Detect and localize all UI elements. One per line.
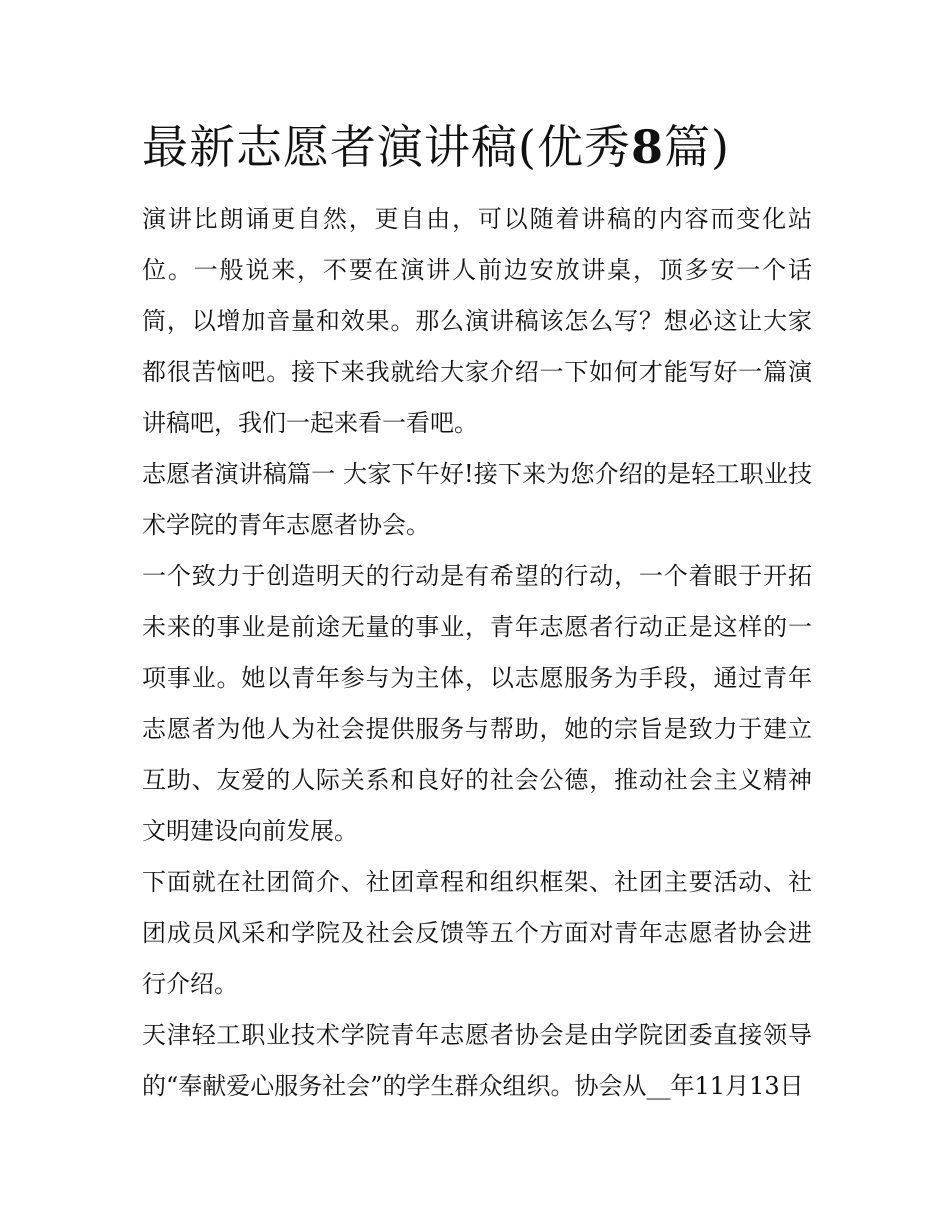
paragraph-speech-1-outline: 下面就在社团简介、社团章程和组织框架、社团主要活动、社团成员风采和学院及社会反馈等五个方面对青年志愿者协会进行介绍。 xyxy=(142,868,812,998)
paragraph-speech-1-association: 天津轻工职业技术学院青年志愿者协会是由学院团委直接领导的“奉献爱心服务社会”的学生群众组织。协会从__年11月13日 xyxy=(142,1021,812,1100)
paragraph-intro: 演讲比朗诵更自然，更自由，可以随着讲稿的内容而变化站位。一般说来，不要在演讲人前边安放讲桌，顶多安一个话筒，以增加音量和效果。那么演讲稿该怎么写？想必这让大家都很苦恼吧。接下来我就给大家介绍一下如何才能写好一篇演讲稿吧，我们一起来看一看吧。 xyxy=(142,205,812,437)
title-spacer xyxy=(142,184,812,194)
document-title: 最新志愿者演讲稿(优秀8篇) xyxy=(142,120,730,174)
paragraph-speech-1-mission: 一个致力于创造明天的行动是有希望的行动，一个着眼于开拓未来的事业是前途无量的事业，青年志愿者行动正是这样的一项事业。她以青年参与为主体，以志愿服务为手段，通过青年志愿者为他人为社会提供服务与帮助，她的宗旨是致力于建立互助、友爱的人际关系和良好的社会公德，推动社会主义精神文明建设向前发展。 xyxy=(142,562,812,845)
paragraph-speech-1-opening: 志愿者演讲稿篇一 大家下午好!接下来为您介绍的是轻工职业技术学院的青年志愿者协会。 xyxy=(142,460,812,539)
title-number: 8 xyxy=(630,120,664,174)
document-content xyxy=(142,110,812,1112)
